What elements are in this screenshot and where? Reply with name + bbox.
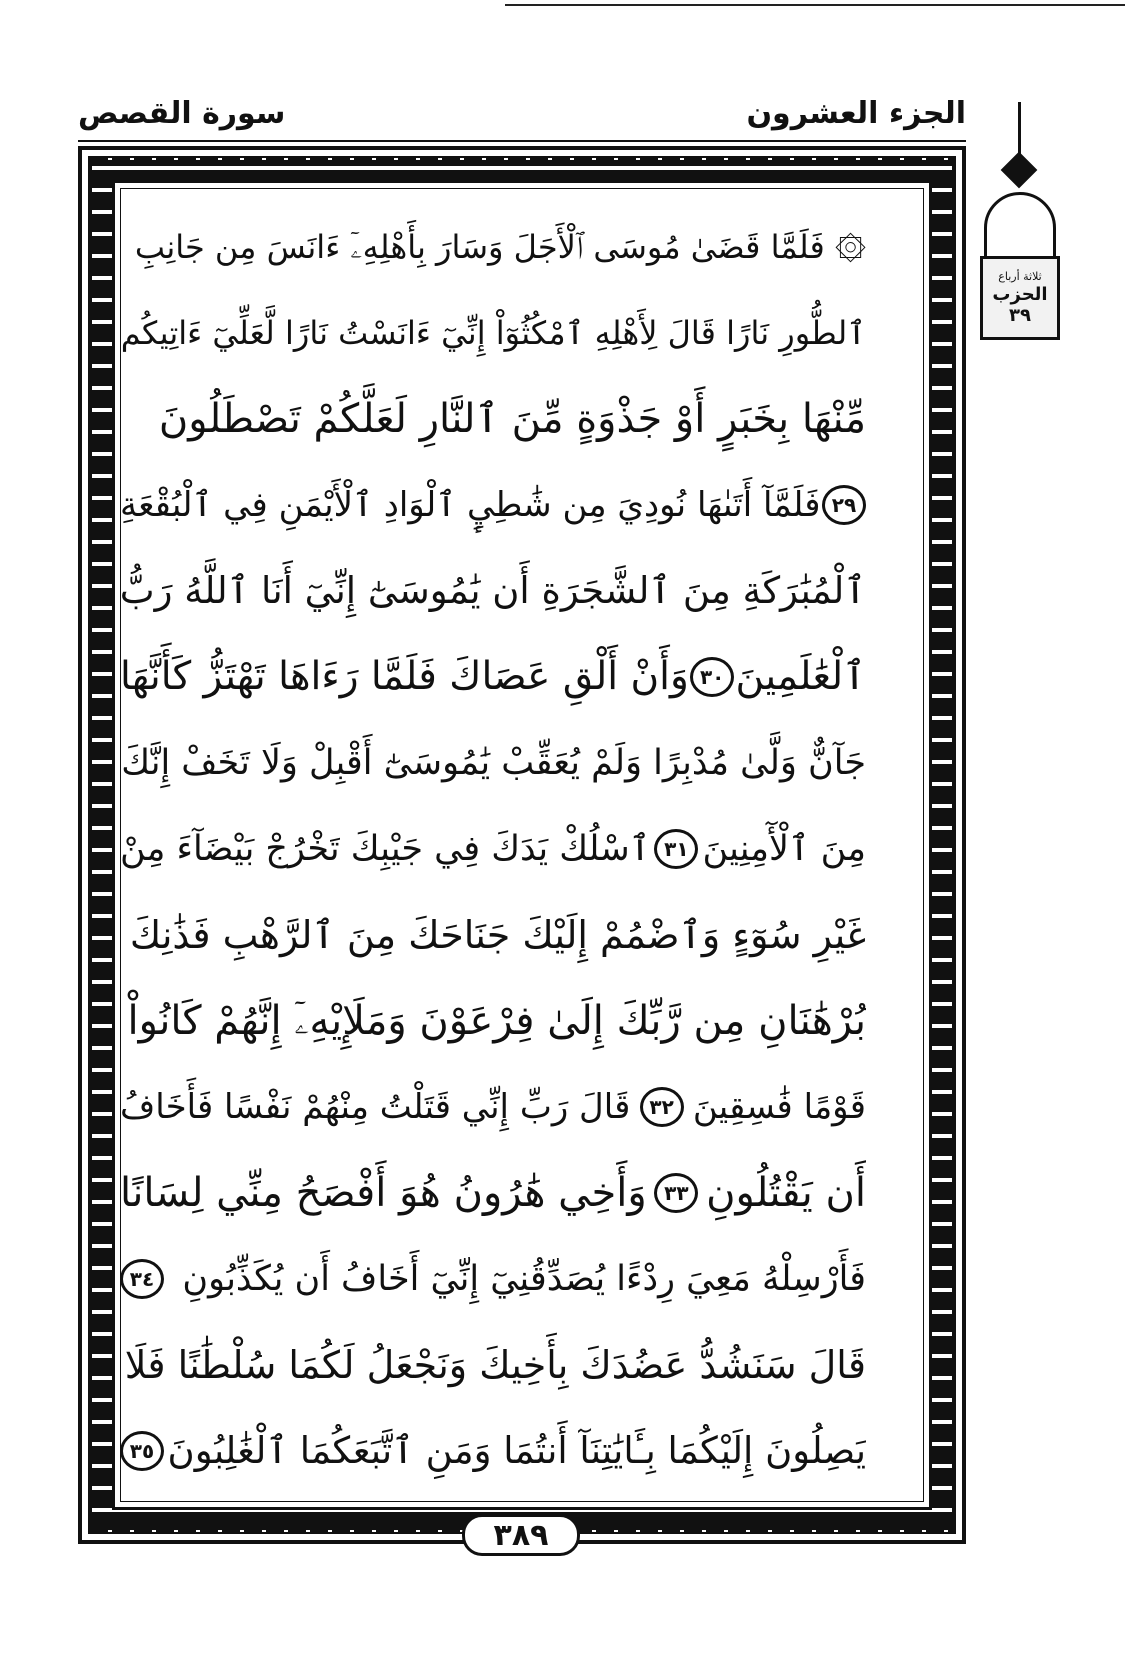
text-line-7	[120, 720, 866, 806]
quran-text-area	[120, 204, 866, 1494]
line-text: ٱلْمُبَٰرَكَةِ مِنَ ٱلشَّجَرَةِ أَن يَٰمُوسَىٰٓ إِنِّيٓ أَنَا ٱللَّهُ رَبُّ	[120, 569, 866, 612]
text-line-9	[120, 892, 866, 978]
ayah-end-marker: ٣٠	[690, 657, 734, 697]
ayah-end-marker: ٣١	[654, 829, 698, 869]
hizb-fraction: ثلاثة أرباع	[998, 270, 1042, 283]
page-header	[78, 96, 966, 142]
line-text-before: مِنَ ٱلْأٓمِنِينَ	[702, 829, 866, 869]
ayah-end-marker: ٣٢	[640, 1087, 684, 1127]
hizb-dome-ornament	[984, 192, 1056, 262]
line-text-before: ٱلْعَٰلَمِينَ	[735, 654, 866, 699]
ayah-end-marker: ٣٥	[120, 1431, 164, 1471]
ayah-end-marker: ٣٣	[654, 1173, 698, 1213]
line-text: ۞ فَلَمَّا قَضَىٰ مُوسَى ٱلْأَجَلَ وَسَارَ بِأَهْلِهِۦٓ ءَانَسَ مِن جَانِبِ	[134, 228, 866, 266]
text-line-6	[120, 634, 866, 720]
line-text-after: ٱسْلُكْ يَدَكَ فِي جَيْبِكَ تَخْرُجْ بَيْضَآءَ مِنْ	[120, 829, 651, 869]
ayah-end-marker: ٢٩	[822, 485, 866, 525]
line-text-before: قَوْمًا فَٰسِقِينَ	[692, 1087, 866, 1127]
line-text-before: فَأَرْسِلْهُ مَعِيَ رِدْءًا يُصَدِّقُنِيٓ إِنِّيٓ أَخَافُ أَن يُكَذِّبُونِ	[182, 1259, 866, 1299]
hizb-number: ٣٩	[1009, 305, 1031, 326]
page-number: ٣٨٩	[462, 1514, 580, 1556]
line-text: بُرْهَٰنَانِ مِن رَّبِّكَ إِلَىٰ فِرْعَوْنَ وَمَلَإِيْهِۦٓ إِنَّهُمْ كَانُواْ	[127, 998, 866, 1044]
text-line-15	[120, 1408, 866, 1494]
line-text: قَالَ سَنَشُدُّ عَضُدَكَ بِأَخِيكَ وَنَجْعَلُ لَكُمَا سُلْطَٰنًا فَلَا	[124, 1343, 866, 1387]
text-line-3	[120, 376, 866, 462]
line-text-before: أَن يَقْتُلُونِ	[706, 1170, 866, 1216]
surah-title: سورة القصص	[78, 96, 286, 131]
line-text: مِّنْهَا بِخَبَرٍ أَوْ جَذْوَةٍ مِّنَ ٱلنَّارِ لَعَلَّكُمْ تَصْطَلُونَ	[158, 396, 866, 442]
hizb-label: الحزب	[992, 284, 1048, 305]
line-text: جَآنٌّ وَلَّىٰ مُدْبِرًا وَلَمْ يُعَقِّبْ يَٰمُوسَىٰٓ أَقْبِلْ وَلَا تَخَفْ إِنَّكَ	[121, 743, 866, 783]
line-text-after: قَالَ رَبِّ إِنِّي قَتَلْتُ مِنْهُمْ نَفْسًا فَأَخَافُ	[120, 1087, 631, 1127]
text-line-5	[120, 548, 866, 634]
line-text: غَيْرِ سُوٓءٍ وَٱضْمُمْ إِلَيْكَ جَنَاحَكَ مِنَ ٱلرَّهْبِ فَذَٰنِكَ	[129, 913, 866, 957]
text-line-11	[120, 1064, 866, 1150]
hizb-box	[980, 256, 1060, 340]
header-rule	[78, 140, 966, 142]
text-line-8	[120, 806, 866, 892]
hizb-diamond-ornament	[1001, 152, 1038, 189]
hizb-marker	[980, 102, 1060, 342]
text-line-12	[120, 1150, 866, 1236]
line-text: فَلَمَّآ أَتَىٰهَا نُودِيَ مِن شَٰطِيِٕ ٱلْوَادِ ٱلْأَيْمَنِ فِي ٱلْبُقْعَةِ	[120, 485, 821, 525]
text-line-4	[120, 462, 866, 548]
line-text-before: يَصِلُونَ إِلَيْكُمَا بِـَٔايَٰتِنَآ أَنتُمَا وَمَنِ ٱتَّبَعَكُمَا ٱلْغَٰلِبُونَ	[167, 1429, 866, 1472]
text-line-14	[120, 1322, 866, 1408]
top-rule	[505, 4, 1125, 6]
text-line-10	[120, 978, 866, 1064]
text-line-2	[120, 290, 866, 376]
juz-title: الجزء العشرون	[746, 96, 966, 131]
line-text-after: وَأَنْ أَلْقِ عَصَاكَ فَلَمَّا رَءَاهَا تَهْتَزُّ كَأَنَّهَا	[120, 654, 689, 699]
ayah-end-marker: ٣٤	[120, 1259, 164, 1299]
line-text: ٱلطُّورِ نَارًا قَالَ لِأَهْلِهِ ٱمْكُثُوٓاْ إِنِّيٓ ءَانَسْتُ نَارًا لَّعَلِّيٓ ءَاتِيكُم	[120, 314, 866, 352]
text-line-13	[120, 1236, 866, 1322]
text-line-1	[120, 204, 866, 290]
line-text-after: وَأَخِي هَٰرُونُ هُوَ أَفْصَحُ مِنِّي لِسَانًا	[120, 1170, 647, 1216]
